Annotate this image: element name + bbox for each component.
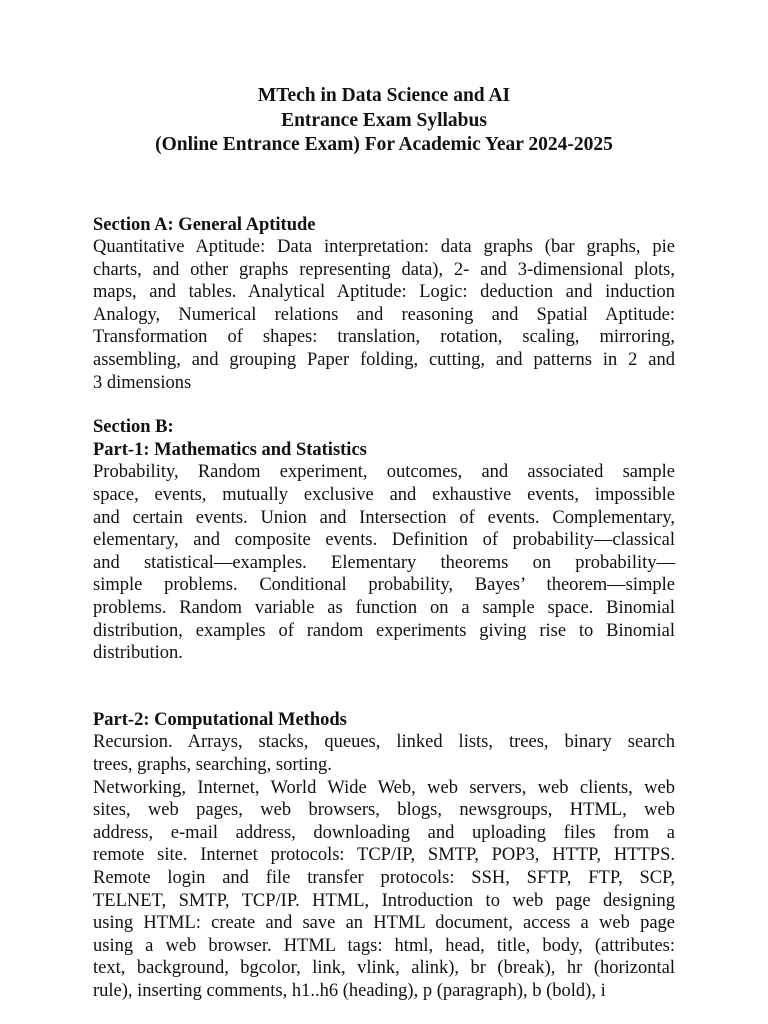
document-title [93,84,675,158]
text-line: text, background, bgcolor, link, vlink, alink), br (break), hr (horizontal [93,958,675,979]
text-line: TELNET, SMTP, TCP/IP. HTML, Introduction to web page designing [93,890,675,911]
text-line: rule), inserting comments, h1..h6 (heading), p (paragraph), b (bold), i [93,980,606,1001]
text-line: remote site. Internet protocols: TCP/IP, SMTP, POP3, HTTP, HTTPS. [93,845,675,866]
title-line: Entrance Exam Syllabus [281,109,487,131]
text-line: Networking, Internet, World Wide Web, web servers, web clients, web [93,777,675,798]
text-line: Probability, Random experiment, outcomes, and associated sample [93,462,675,483]
text-line: Recursion. Arrays, stacks, queues, linked lists, trees, binary search [93,732,675,753]
text-line: Quantitative Aptitude: Data interpretation: data graphs (bar graphs, pie [93,237,675,258]
text-line: and statistical—examples. Elementary theorems on probability— [93,552,675,573]
text-line: maps, and tables. Analytical Aptitude: Logic: deduction and induction [93,282,675,303]
part1-body [93,461,675,664]
text-line: trees, graphs, searching, sorting. [93,754,332,775]
part2-body [93,731,675,1002]
text-line: Analogy, Numerical relations and reasoning and Spatial Aptitude: [93,304,675,325]
text-line: space, events, mutually exclusive and exhaustive events, impossible [93,485,675,506]
part2-heading: Part-2: Computational Methods [93,709,347,730]
text-line: Remote login and file transfer protocols: SSH, SFTP, FTP, SCP, [93,867,675,888]
title-line: (Online Entrance Exam) For Academic Year 2024-2025 [155,134,613,155]
text-line: 3 dimensions [93,372,192,393]
text-line: using a web browser. HTML tags: html, head, title, body, (attributes: [93,935,675,956]
text-line: simple problems. Conditional probability, Bayes’ theorem—simple [93,575,675,596]
text-line: Transformation of shapes: translation, rotation, scaling, mirroring, [93,327,675,348]
text-line: distribution, examples of random experiments giving rise to Binomial [93,620,675,641]
text-line: and certain events. Union and Intersection of events. Complementary, [93,507,675,528]
text-line: assembling, and grouping Paper folding, cutting, and patterns in 2 and [93,350,675,371]
title-line: MTech in Data Science and AI [257,85,511,106]
text-line: elementary, and composite events. Definition of probability—classical [93,530,675,551]
text-line: sites, web pages, web browsers, blogs, newsgroups, HTML, web [93,800,675,821]
document-page [93,84,675,1003]
part1-heading: Part-1: Mathematics and Statistics [93,439,367,460]
text-line: address, e-mail address, downloading and uploading files from a [93,822,675,843]
section-a-body [93,236,675,394]
text-line: distribution. [93,643,183,664]
text-line: problems. Random variable as function on a sample space. Binomial [93,598,675,618]
section-b-heading: Section B: [93,417,174,438]
text-line: charts, and other graphs representing data), 2- and 3-dimensional plots, [93,259,675,280]
section-a-heading: Section A: General Aptitude [93,214,316,235]
text-line: using HTML: create and save an HTML document, access a web page [93,913,675,934]
